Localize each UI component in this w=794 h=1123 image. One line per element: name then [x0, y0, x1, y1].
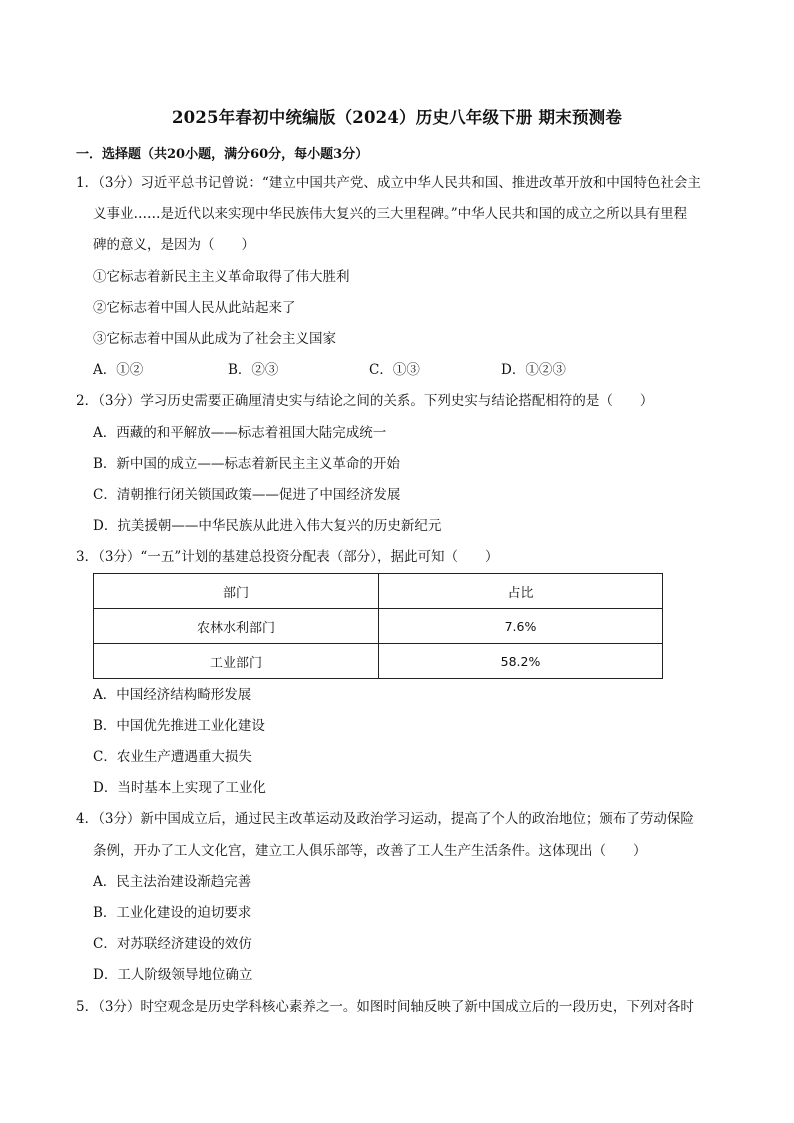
q3-option-a[interactable]: A．中国经济结构畸形发展 [93, 687, 252, 703]
q2-option-d[interactable]: D．抗美援朝——中华民族从此进入伟大复兴的历史新纪元 [93, 518, 442, 534]
section-heading: 一．选择题（共20小题，满分60分，每小题3分） [76, 147, 369, 162]
page-title: 2025年春初中统编版（2024）历史八年级下册 期末预测卷 [171, 108, 623, 127]
q4-option-c[interactable]: C．对苏联经济建设的效仿 [93, 936, 252, 952]
q1-option-c[interactable]: C．①③ [369, 362, 420, 378]
q5-stem-line1: 5．（3分）时空观念是历史学科核心素养之一。如图时间轴反映了新中国成立后的一段历史，下列对各时 [76, 999, 694, 1015]
q3-option-c[interactable]: C．农业生产遭遇重大损失 [93, 749, 252, 765]
table-cell: 农林水利部门 [94, 609, 379, 644]
q1-stem-line2: 义事业……是近代以来实现中华民族伟大复兴的三大里程碑。”中华人民共和国的成立之所以具有里程 [93, 206, 688, 222]
table-header-cell: 部门 [94, 574, 379, 609]
table-cell: 工业部门 [94, 644, 379, 679]
table-row [94, 609, 663, 644]
q2-option-b[interactable]: B．新中国的成立——标志着新民主主义革命的开始 [93, 456, 400, 472]
q4-stem-line1: 4．（3分）新中国成立后，通过民主改革运动及政治学习运动，提高了个人的政治地位；颁布了劳动保险 [76, 811, 694, 827]
q4-stem-line2: 条例，开办了工人文化宫，建立工人俱乐部等，改善了工人生产生活条件。这体现出（ ） [93, 843, 647, 859]
q4-option-d[interactable]: D．工人阶级领导地位确立 [93, 967, 253, 983]
q4-option-a[interactable]: A．民主法治建设渐趋完善 [93, 874, 252, 890]
q1-stem-line3: 碑的意义，是因为（ ） [93, 237, 255, 253]
table-cell: 7.6% [379, 609, 663, 644]
q1-option-d[interactable]: D．①②③ [501, 362, 566, 378]
q3-investment-table [93, 573, 663, 679]
q3-option-d[interactable]: D．当时基本上实现了工业化 [93, 780, 266, 796]
q1-option-a[interactable]: A．①② [93, 362, 144, 378]
q1-item: ②它标志着中国人民从此站起来了 [93, 300, 296, 316]
table-row [94, 644, 663, 679]
q2-option-c[interactable]: C．清朝推行闭关锁国政策——促进了中国经济发展 [93, 487, 401, 503]
q1-item: ③它标志着中国从此成为了社会主义国家 [93, 331, 336, 347]
q1-stem-line1: 1．（3分）习近平总书记曾说：“建立中国共产党、成立中华人民共和国、推进改革开放和中国特色社会主 [76, 175, 701, 191]
q1-item: ①它标志着新民主主义革命取得了伟大胜利 [93, 269, 350, 285]
q3-option-b[interactable]: B．中国优先推进工业化建设 [93, 718, 265, 734]
q1-option-b[interactable]: B．②③ [228, 362, 279, 378]
table-header-row [94, 574, 663, 609]
q2-option-a[interactable]: A．西藏的和平解放——标志着祖国大陆完成统一 [93, 425, 387, 441]
table-header-cell: 占比 [379, 574, 663, 609]
q3-stem-line1: 3．（3分）“一五”计划的基建总投资分配表（部分），据此可知（ ） [76, 549, 499, 565]
table-cell: 58.2% [379, 644, 663, 679]
q4-option-b[interactable]: B．工业化建设的迫切要求 [93, 905, 252, 921]
q2-stem-line1: 2．（3分）学习历史需要正确厘清史实与结论之间的关系。下列史实与结论搭配相符的是（ ） [76, 393, 654, 409]
